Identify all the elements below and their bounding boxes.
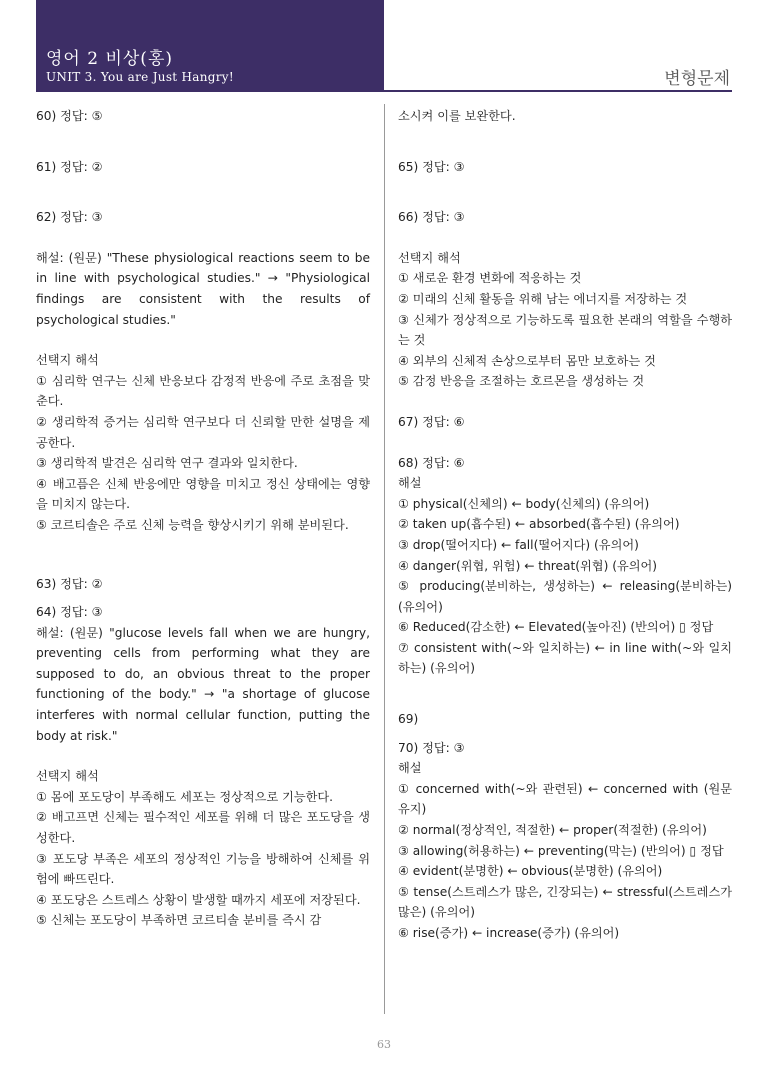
continued-text: 소시켜 이를 보완한다. [398, 109, 516, 123]
choices-title-66: 선택지 해석 [398, 250, 461, 265]
choice-64-2: ② 배고프면 신체는 필수적인 세포를 위해 더 많은 포도당을 생성한다. [36, 810, 370, 846]
page-number: 63 [377, 1038, 391, 1051]
choice-62-1: ① 심리학 연구는 신체 반응보다 감정적 반응에 주로 초점을 맞춘다. [36, 373, 370, 409]
choice-66-2: ② 미래의 신체 활동을 위해 남는 에너지를 저장하는 것 [398, 291, 688, 306]
right-column [398, 106, 732, 944]
answer-63: 63) 정답: ② [36, 576, 103, 591]
explanation-title-68: 해설 [398, 476, 422, 491]
header-subtitle: UNIT 3. You are Just Hangry! [46, 70, 234, 84]
choice-64-4: ④ 포도당은 스트레스 상황이 발생할 때까지 세포에 저장된다. [36, 892, 361, 907]
choice-64-1: ① 몸에 포도당이 부족해도 세포는 정상적으로 기능한다. [36, 789, 334, 804]
left-column [36, 106, 370, 931]
item-68-7: ⑦ consistent with(~와 일치하는) ← in line with(~와 일치하는) (유의어) [398, 640, 732, 676]
item-68-3: ③ drop(떨어지다) ← fall(떨어지다) (유의어) [398, 537, 639, 552]
choice-62-4: ④ 배고픔은 신체 반응에만 영향을 미치고 정신 상태에는 영향을 미치지 않는다. [36, 476, 370, 512]
answer-68: 68) 정답: ⑥ [398, 455, 465, 470]
item-68-4: ④ danger(위협, 위험) ← threat(위협) (유의어) [398, 558, 658, 573]
answer-69: 69) [398, 712, 419, 727]
item-70-3: ③ allowing(허용하는) ← preventing(막는) (반의어) ▯ 정답 [398, 843, 724, 858]
item-68-5: ⑤ producing(분비하는, 생성하는) ← releasing(분비하는) (유의어) [398, 579, 732, 614]
item-68-1: ① physical(신체의) ← body(신체의) (유의어) [398, 496, 650, 511]
item-70-4: ④ evident(분명한) ← obvious(분명한) (유의어) [398, 864, 663, 879]
item-70-5: ⑤ tense(스트레스가 많은, 긴장되는) ← stressful(스트레스가 많은) (유의어) [398, 884, 732, 920]
header-section-label: 변형문제 [664, 69, 730, 89]
choice-66-4: ④ 외부의 신체적 손상으로부터 몸만 보호하는 것 [398, 353, 656, 368]
header-title: 영어 2 비상(홍) [46, 49, 173, 69]
choice-62-2: ② 생리학적 증거는 심리학 연구보다 더 신뢰할 만한 설명을 제공한다. [36, 414, 370, 450]
answer-62: 62) 정답: ③ [36, 210, 103, 225]
choices-title-64: 선택지 해석 [36, 769, 99, 784]
choice-62-5: ⑤ 코르티솔은 주로 신체 능력을 향상시키기 위해 분비된다. [36, 517, 349, 532]
explanation-62: 해설: (원문) "These physiological reactions seem to be in line with psychological studies." → "Physiological findings are consistent with the results of psychological studies." [36, 250, 370, 327]
column-divider [384, 104, 385, 1014]
item-70-2: ② normal(정상적인, 적절한) ← proper(적절한) (유의어) [398, 823, 707, 838]
answer-64: 64) 정답: ③ [36, 605, 103, 620]
answer-70: 70) 정답: ③ [398, 740, 465, 755]
answer-66: 66) 정답: ③ [398, 210, 465, 225]
choice-66-3: ③ 신체가 정상적으로 기능하도록 필요한 본래의 역할을 수행하는 것 [398, 312, 732, 348]
explanation-title-70: 해설 [398, 761, 422, 776]
answer-61: 61) 정답: ② [36, 159, 103, 174]
item-70-6: ⑥ rise(증가) ← increase(증가) (유의어) [398, 926, 620, 940]
item-70-1: ① concerned with(~와 관련된) ← concerned with (원문 유지) [398, 781, 732, 817]
choice-64-5: ⑤ 신체는 포도당이 부족하면 코르티솔 분비를 즉시 감 [36, 913, 322, 928]
choice-62-3: ③ 생리학적 발견은 심리학 연구 결과와 일치한다. [36, 456, 298, 471]
item-68-6: ⑥ Reduced(감소한) ← Elevated(높아진) (반의어) ▯ 정답 [398, 620, 714, 635]
choice-64-3: ③ 포도당 부족은 세포의 정상적인 기능을 방해하여 신체를 위험에 빠뜨린다. [36, 851, 370, 887]
choice-66-1: ① 새로운 환경 변화에 적응하는 것 [398, 271, 582, 286]
answer-67: 67) 정답: ⑥ [398, 414, 465, 429]
answer-60: 60) 정답: ⑤ [36, 109, 103, 123]
choice-66-5: ⑤ 감정 반응을 조절하는 호르몬을 생성하는 것 [398, 374, 645, 389]
header-rule [384, 90, 732, 92]
answer-65: 65) 정답: ③ [398, 159, 465, 174]
item-68-2: ② taken up(흡수된) ← absorbed(흡수된) (유의어) [398, 517, 680, 532]
explanation-64: 해설: (원문) "glucose levels fall when we are hungry, preventing cells from performing what they are supposed to do, an obvious threat to the proper functioning of the body." → "a shortage of glucose interferes with normal cellular function, putting the body at risk." [36, 625, 370, 743]
choices-title-62: 선택지 해석 [36, 353, 99, 368]
